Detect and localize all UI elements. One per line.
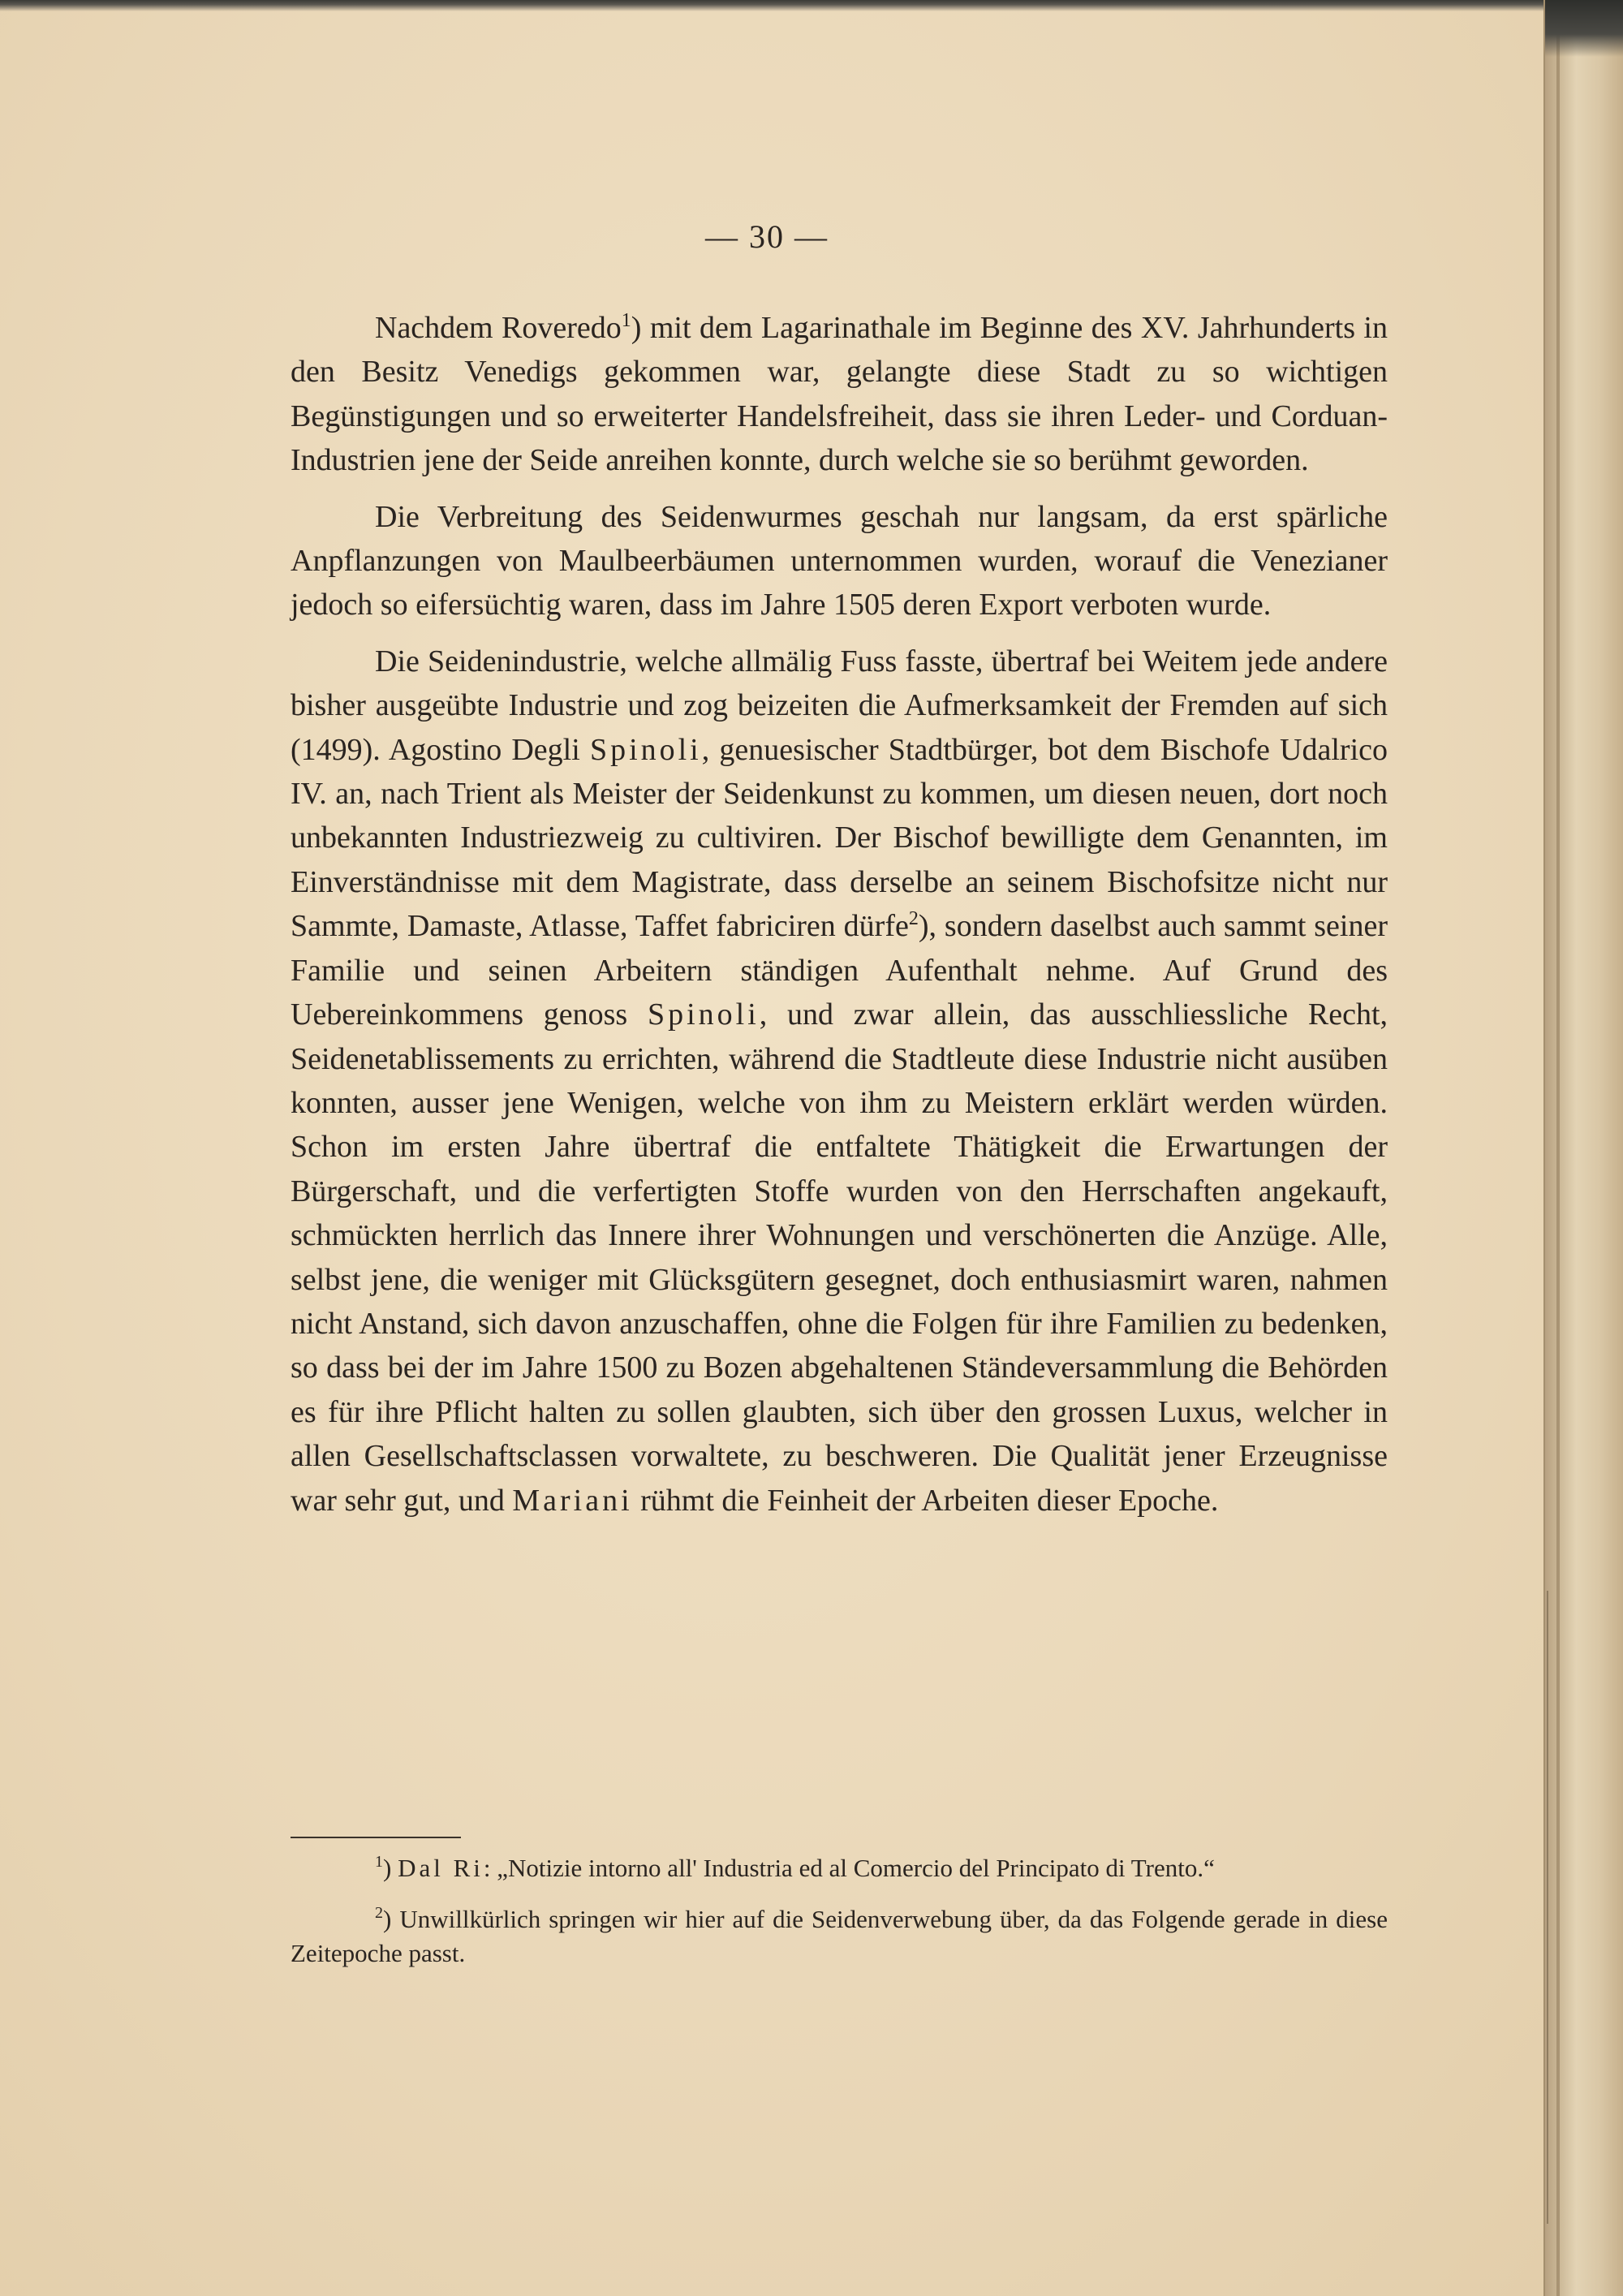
text-run: Die Seidenindustrie, welche allmälig Fuss fasste, übertraf bei Weitem jede andere bisher ausgeübte Industrie und zog beizeiten die Aufmerksamkeit der Fremden auf sich (1499). Agostino Degli [291,644,1388,767]
text-run: ) mit dem Lagarinathale im Beginne des XV. Jahrhunderts in den Besitz Venedigs gekommen war, gelangte diese Stadt zu so wichtigen Begünstigungen und so erweiterter Handelsfreiheit, dass sie ihren Leder- und Corduan-Industrien jene der Seide anreihen konnte, durch welche sie so berühmt geworden. [291,311,1388,478]
text-run: , und zwar allein, das ausschliessliche Recht, Seidenetablissements zu errichten, während die Stadtleute diese Industrie nicht ausüben konnten, ausser jene Wenigen, welche von ihm zu Meistern erklärt werden würden. Schon im ersten Jahre übertraf die entfaltete Thätigkeit die Erwartungen der Bürgerschaft, und die verfertigten Stoffe wurden von den Herrschaften angekauft, schmückten herrlich das Innere ihrer Wohnungen und verschönerten die Anzüge. Alle, selbst jene, die weniger mit Glücksgütern gesegnet, doch enthusiasmirt waren, nahmen nicht Anstand, sich davon anzuschaffen, ohne die Folgen für ihre Familien zu bedenken, so dass bei der im Jahre 1500 zu Bozen abgehaltenen Ständeversammlung die Behörden es für ihre Pflicht halten zu sollen glaubten, sich über den grossen Luxus, welcher in allen Gesellschaftsclassen vorwaltete, zu beschweren. Die Qualität jener Erzeugnisse war sehr gut, und [291,997,1388,1518]
footnote-marker-close: ) [383,1854,392,1882]
book-spine-edge [1543,0,1623,2296]
body-text [291,306,1388,1523]
text-run: Die Verbreitung des Seidenwurmes geschah nur langsam, da erst spärliche Anpflanzungen von Maulbeerbäumen unternommen wurden, worauf die Venezianer jedoch so eifersüchtig waren, dass im Jahre 1505 deren Export verboten wurde. [291,499,1388,622]
footnote-author: Dal Ri [398,1854,484,1882]
footnote-reference: 1 [621,310,631,331]
text-run: Nachdem Roveredo [375,311,622,345]
paragraph-1 [291,306,1388,483]
footnote-reference: 2 [908,908,919,930]
footnote-text: Unwillkürlich springen wir hier auf die Seidenverwebung über, da das Folgende gerade in diese Zeitepoche passt. [291,1904,1388,1967]
spine-fold-line [1556,0,1560,2296]
text-run: ), sondern daselbst auch sammt seiner Familie und seinen Arbeitern ständigen Aufenthalt nehme. Auf Grund des Uebereinkommens genoss [291,909,1388,1032]
footnote-marker: 2 [375,1903,383,1922]
paragraph-3 [291,640,1388,1523]
spine-top-shadow [1545,0,1623,57]
spaced-name: Spinoli [647,997,760,1032]
footnote-text: : „Notizie intorno all' Industria ed al Comercio del Principato di Trento.“ [483,1854,1215,1882]
footnote-2 [291,1902,1388,1971]
spaced-name: Mariani [512,1483,633,1518]
text-run: rühmt die Feinheit der Arbeiten dieser Epoche. [632,1483,1219,1518]
page-number: — 30 — [705,218,829,255]
text-run: , genuesischer Stadtbürger, bot dem Bischofe Udalrico IV. an, nach Trient als Meister der Seidenkunst zu kommen, um diesen neuen, dort noch unbekannten Industriezweig zu cultiviren. Der Bischof bewilligte dem Genannten, im Einverständnisse mit dem Magistrate, dass derselbe an seinem Bischofsitze nicht nur Sammte, Damaste, Atlasse, Taffet fabriciren dürfe [291,732,1388,944]
footnote-1 [291,1851,1388,1886]
footnotes [291,1851,1388,1971]
spaced-name: Spinoli [589,732,702,767]
top-edge-shadow [0,0,1623,11]
paragraph-2 [291,495,1388,627]
footnote-marker-close: ) [383,1904,392,1933]
spine-crease [1547,1591,1548,2224]
footnote-marker: 1 [375,1853,383,1871]
footnote-divider [291,1837,461,1838]
